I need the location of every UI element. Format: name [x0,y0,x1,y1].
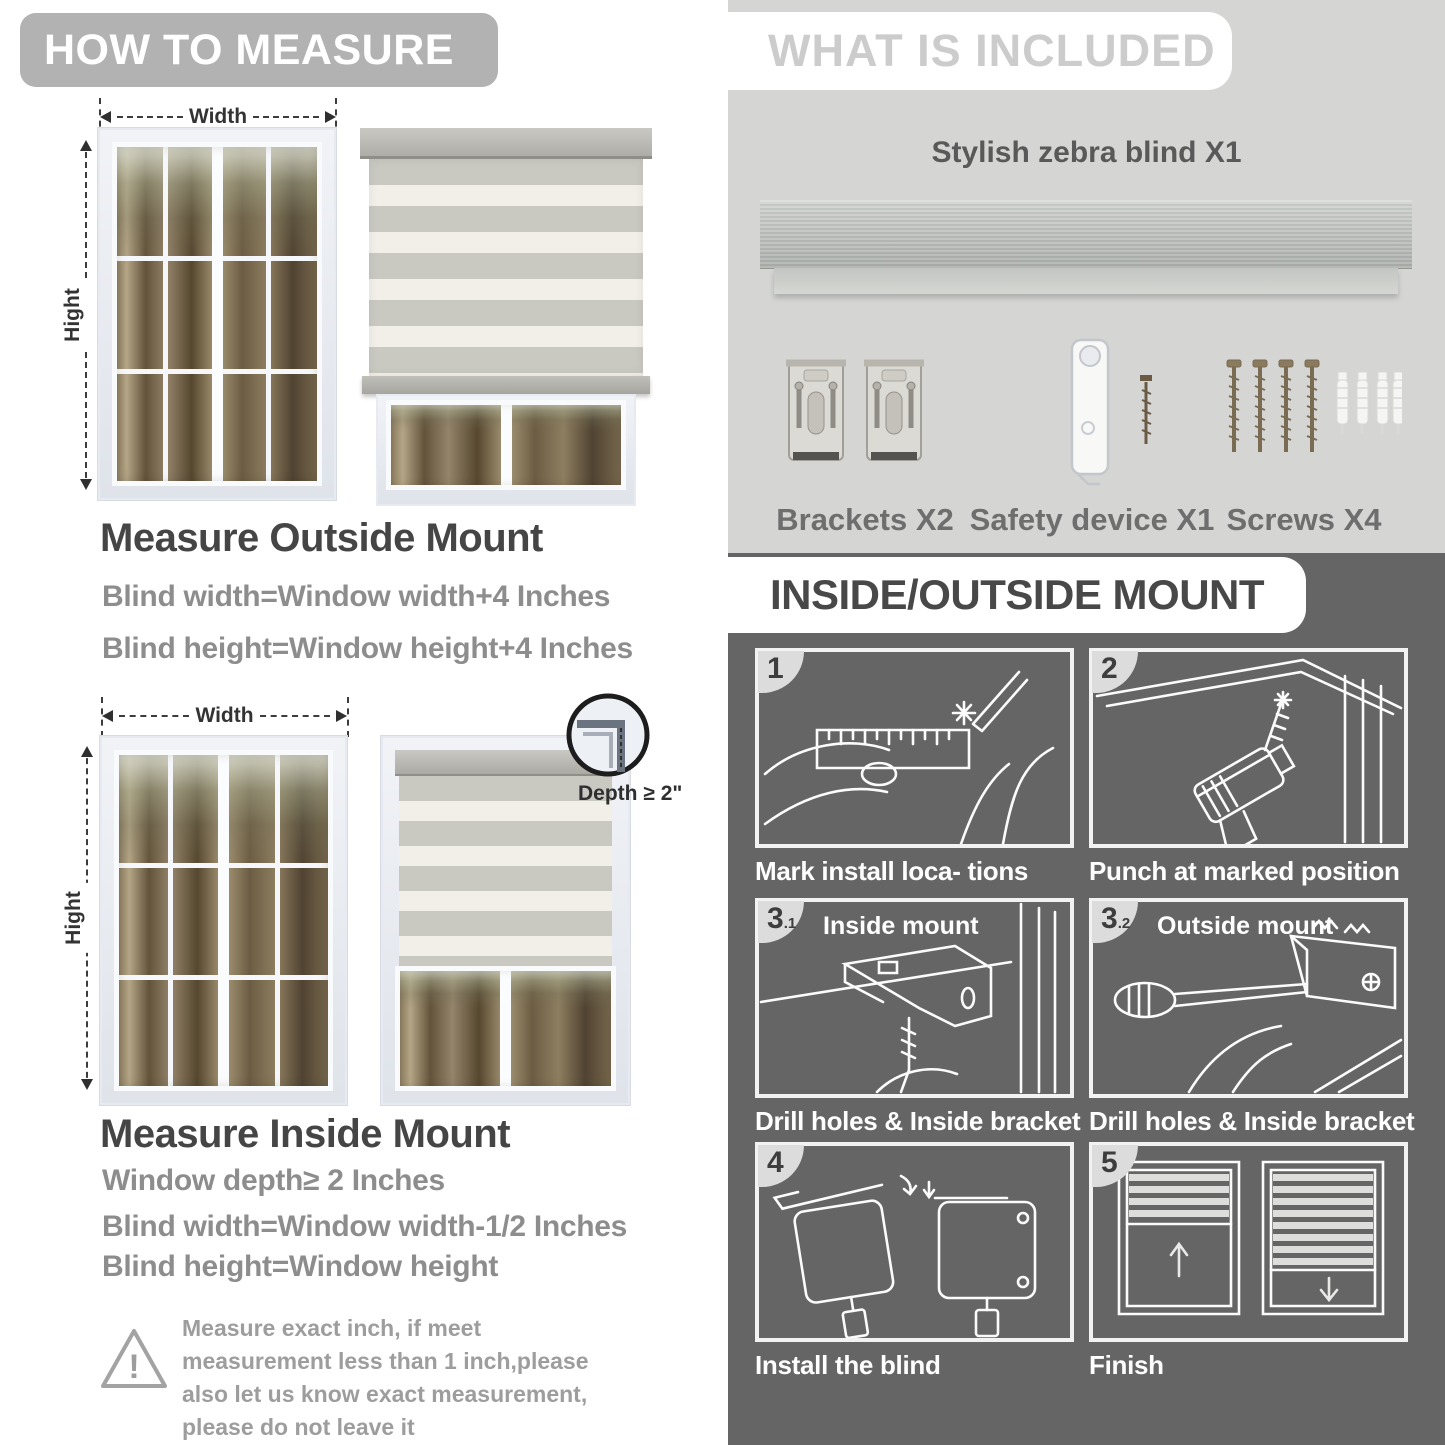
window-grid [114,750,333,1091]
width-label: Width [195,704,254,727]
outside-rule-2: Blind height=Window height+4 Inches [102,632,633,665]
what-is-included-banner [728,12,1232,90]
width-label: Width [188,105,248,128]
blind-headrail-lip [774,268,1398,294]
step-number: 3 [767,902,784,935]
depth-magnifier [565,692,651,778]
outside-mount-title: Measure Outside Mount [100,516,543,560]
step-panel-1 [755,648,1074,848]
step-panel-4 [755,1142,1074,1342]
dashed-line [260,715,330,717]
zebra-blind-outside [360,128,652,506]
warning-mark: ! [128,1348,140,1386]
blind-stripes [369,159,643,376]
inside-mount-title: Measure Inside Mount [100,1112,511,1156]
step-number: 2 [1101,652,1118,685]
step-caption-3-2: Drill holes & Inside bracket [1089,1106,1415,1136]
step-caption-4: Install the blind [755,1350,941,1380]
blind-headrail [360,128,652,159]
window-grid [112,142,322,486]
step-subnumber: .2 [1117,915,1131,932]
mount-banner [728,557,1306,633]
window-photo-outside [98,128,336,500]
window-glass [114,750,333,1091]
window-fragment [376,394,636,506]
height-label: Hight [59,280,87,350]
step-panel-3-2 [1089,898,1408,1098]
window-photo-inside [100,736,347,1105]
height-marker-inside [62,748,88,1088]
height-marker-outside [61,142,87,488]
brackets-label: Brackets X2 [776,502,954,537]
bracket-icon [784,352,848,472]
safety-device-label: Safety device X1 [969,502,1215,537]
step-panel-5 [1089,1142,1408,1342]
step-caption-2: Punch at marked position [1089,856,1400,886]
inside-rule-3: Blind height=Window height [102,1250,499,1283]
width-marker-outside [100,105,336,128]
window-glass [386,400,626,490]
step-number: 3 [1101,902,1118,935]
step-caption-5: Finish [1089,1350,1164,1380]
magnifier-icon [565,692,651,778]
step-subnumber: .1 [783,915,797,932]
mount-steps-section [728,553,1445,1445]
outside-rule-1: Blind width=Window width+4 Inches [102,580,611,613]
product-label: Stylish zebra blind X1 [931,136,1242,169]
inside-rule-2: Blind width=Window width-1/2 Inches [102,1210,628,1243]
drill-illustration [1093,652,1404,844]
window-glass [112,142,322,486]
step-panel-2 [1089,648,1408,848]
width-marker-inside [102,704,347,727]
how-to-measure-title: HOW TO MEASURE [44,25,454,74]
install-blind-illustration [759,1146,1070,1338]
mark-location-illustration [759,652,1070,844]
blind-bottom-rail [362,376,650,394]
mount-title: INSIDE/OUTSIDE MOUNT [770,571,1265,618]
step-panel-3-1 [755,898,1074,1098]
blind-headrail-image [760,200,1412,268]
height-label: Hight [60,883,88,953]
finish-illustration [1093,1146,1404,1338]
warning-text: Measure exact inch, if meet measurement less than 1 inch,please also let us know exact measurement, please do not leave it [182,1315,589,1440]
dashed-line [253,116,319,118]
depth-callout: Depth ≥ 2" [578,782,683,805]
safety-device-icon [1064,336,1174,488]
step-number: 4 [767,1146,784,1179]
screws-icon [1222,348,1402,468]
warning-triangle-icon [99,1324,169,1394]
step-title: Inside mount [823,912,979,940]
what-is-included-title: WHAT IS INCLUDED [768,25,1216,76]
tick [347,697,349,737]
what-is-included-section [728,0,1445,553]
inside-rule-1: Window depth≥ 2 Inches [102,1164,445,1197]
dashed-line [117,116,183,118]
how-to-measure-banner [20,13,498,87]
window-grid [386,400,626,490]
bracket-icon [862,352,926,472]
dashed-line [119,715,189,717]
step-title: Outside mount [1157,912,1334,940]
window-grid [395,966,616,1091]
tick [101,697,103,737]
step-caption-1: Mark install loca- tions [755,856,1029,886]
step-number: 5 [1101,1146,1118,1179]
step-number: 1 [767,652,784,685]
step-caption-3-1: Drill holes & Inside bracket [755,1106,1081,1136]
screws-label: Screws X4 [1226,502,1382,537]
window-glass [395,966,616,1091]
